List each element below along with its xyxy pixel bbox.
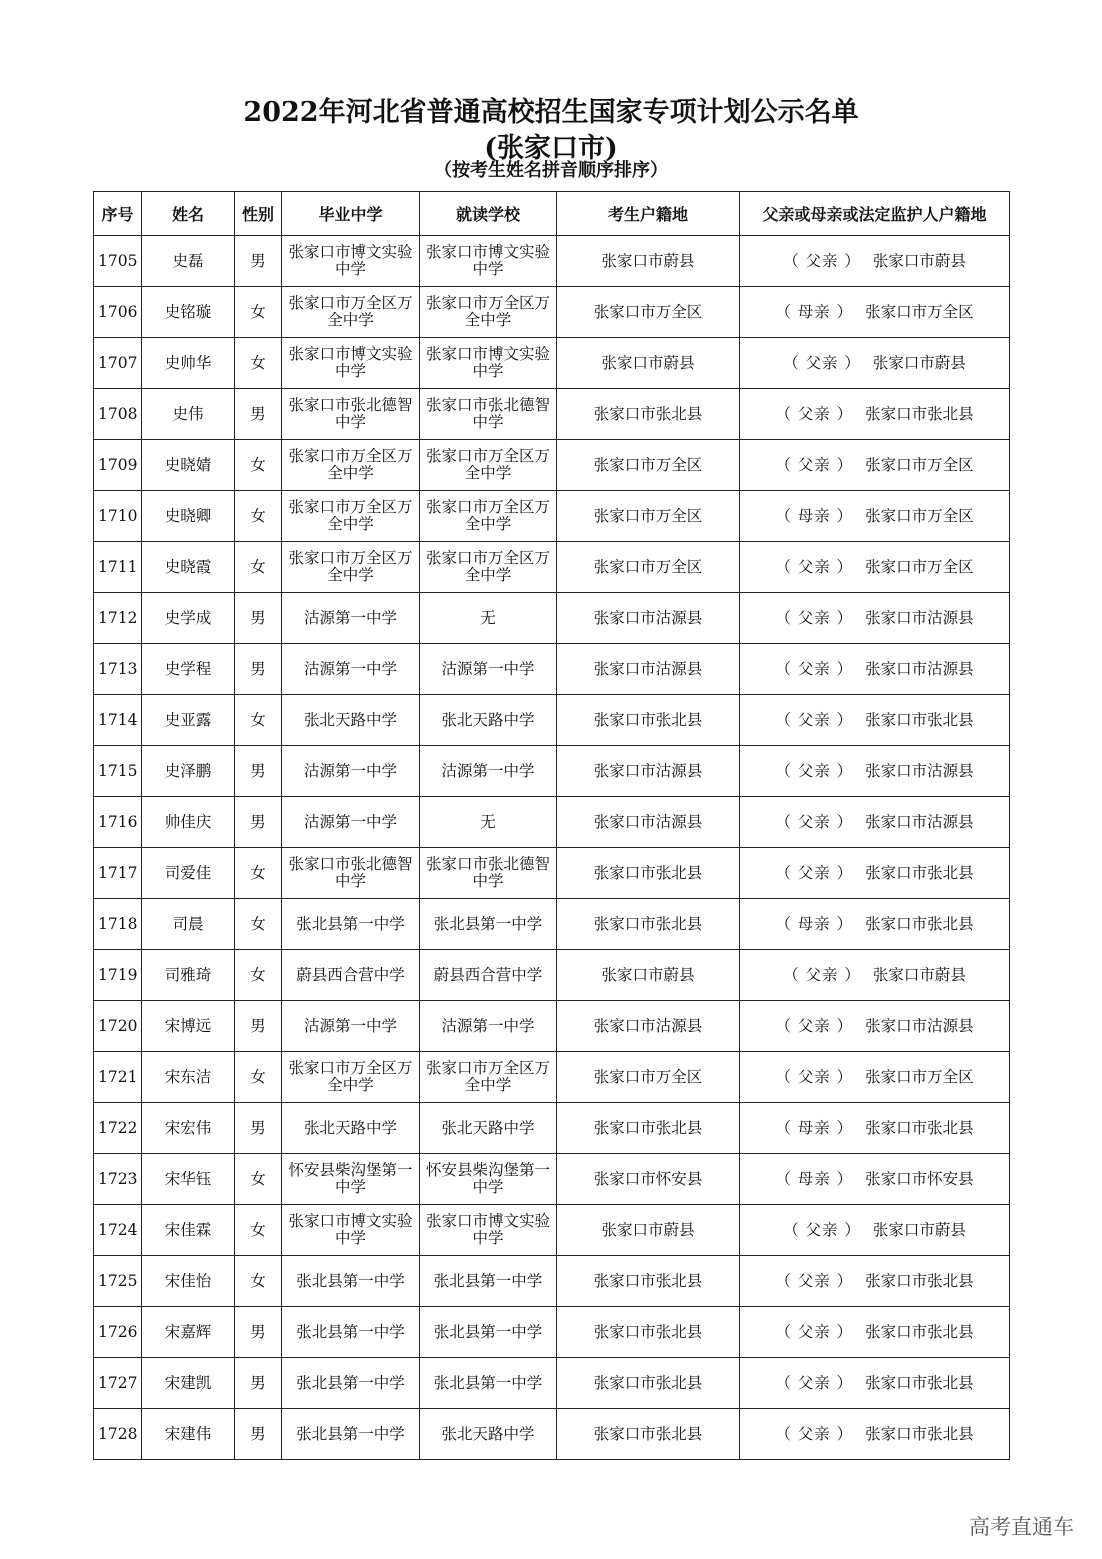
cell-guardian-domicile bbox=[740, 593, 1010, 644]
cell-graduation-school: 张家口市博文实验中学 bbox=[282, 1205, 420, 1256]
guardian-location: 张家口市万全区 bbox=[865, 455, 974, 474]
cell-name: 史伟 bbox=[142, 389, 235, 440]
cell-guardian-domicile bbox=[740, 1052, 1010, 1103]
cell-graduation-school: 沽源第一中学 bbox=[282, 1001, 420, 1052]
column-header-graduation-school: 毕业中学 bbox=[282, 192, 420, 236]
cell-sex: 女 bbox=[235, 950, 282, 1001]
guardian-location: 张家口市沽源县 bbox=[865, 1016, 974, 1035]
guardian-relation: （ 父亲 ） bbox=[775, 710, 854, 729]
cell-name: 宋佳霖 bbox=[142, 1205, 235, 1256]
guardian-location: 张家口市张北县 bbox=[865, 863, 974, 882]
cell-number: 1707 bbox=[94, 338, 142, 389]
guardian-relation: （ 父亲 ） bbox=[775, 1373, 854, 1392]
table-row bbox=[94, 593, 1010, 644]
guardian-relation: （ 父亲 ） bbox=[775, 761, 854, 780]
cell-sex: 男 bbox=[235, 593, 282, 644]
cell-current-school: 张北天路中学 bbox=[420, 1409, 557, 1460]
guardian-relation: （ 父亲 ） bbox=[775, 863, 854, 882]
cell-current-school: 张北天路中学 bbox=[420, 1103, 557, 1154]
cell-number: 1726 bbox=[94, 1307, 142, 1358]
cell-name: 史磊 bbox=[142, 236, 235, 287]
cell-sex: 女 bbox=[235, 1205, 282, 1256]
table-row bbox=[94, 236, 1010, 287]
cell-domicile: 张家口市沽源县 bbox=[557, 746, 740, 797]
cell-name: 史学程 bbox=[142, 644, 235, 695]
guardian-relation: （ 父亲 ） bbox=[775, 659, 854, 678]
cell-guardian-domicile bbox=[740, 1001, 1010, 1052]
cell-current-school: 沽源第一中学 bbox=[420, 644, 557, 695]
cell-domicile: 张家口市万全区 bbox=[557, 440, 740, 491]
cell-sex: 女 bbox=[235, 338, 282, 389]
table-row bbox=[94, 542, 1010, 593]
guardian-location: 张家口市万全区 bbox=[865, 302, 974, 321]
cell-graduation-school: 张家口市博文实验中学 bbox=[282, 236, 420, 287]
table-header-row bbox=[94, 192, 1010, 236]
cell-graduation-school: 张北天路中学 bbox=[282, 1103, 420, 1154]
cell-number: 1715 bbox=[94, 746, 142, 797]
guardian-location: 张家口市万全区 bbox=[865, 506, 974, 525]
cell-graduation-school: 沽源第一中学 bbox=[282, 797, 420, 848]
cell-graduation-school: 张北县第一中学 bbox=[282, 1409, 420, 1460]
cell-name: 史晓霞 bbox=[142, 542, 235, 593]
guardian-relation: （ 父亲 ） bbox=[775, 608, 854, 627]
cell-sex: 女 bbox=[235, 695, 282, 746]
guardian-relation: （ 母亲 ） bbox=[775, 914, 854, 933]
cell-guardian-domicile bbox=[740, 797, 1010, 848]
cell-graduation-school: 张北县第一中学 bbox=[282, 1358, 420, 1409]
cell-name: 司爱佳 bbox=[142, 848, 235, 899]
cell-sex: 男 bbox=[235, 389, 282, 440]
guardian-location: 张家口市蔚县 bbox=[872, 1220, 966, 1239]
column-header-name: 姓名 bbox=[142, 192, 235, 236]
cell-domicile: 张家口市沽源县 bbox=[557, 593, 740, 644]
cell-number: 1719 bbox=[94, 950, 142, 1001]
cell-guardian-domicile bbox=[740, 1103, 1010, 1154]
cell-number: 1725 bbox=[94, 1256, 142, 1307]
cell-graduation-school: 张家口市万全区万全中学 bbox=[282, 287, 420, 338]
cell-current-school: 张家口市万全区万全中学 bbox=[420, 491, 557, 542]
cell-domicile: 张家口市张北县 bbox=[557, 1103, 740, 1154]
cell-name: 宋佳怡 bbox=[142, 1256, 235, 1307]
cell-name: 宋建凯 bbox=[142, 1358, 235, 1409]
table-row bbox=[94, 287, 1010, 338]
cell-guardian-domicile bbox=[740, 848, 1010, 899]
page-title: 2022年河北省普通高校招生国家专项计划公示名单 bbox=[243, 97, 859, 128]
guardian-relation: （ 父亲 ） bbox=[775, 404, 854, 423]
guardian-location: 张家口市万全区 bbox=[865, 557, 974, 576]
cell-current-school: 张北县第一中学 bbox=[420, 1256, 557, 1307]
cell-number: 1708 bbox=[94, 389, 142, 440]
table-row bbox=[94, 797, 1010, 848]
cell-current-school: 蔚县西合营中学 bbox=[420, 950, 557, 1001]
cell-graduation-school: 张家口市万全区万全中学 bbox=[282, 491, 420, 542]
guardian-location: 张家口市张北县 bbox=[865, 1322, 974, 1341]
cell-guardian-domicile bbox=[740, 338, 1010, 389]
cell-graduation-school: 沽源第一中学 bbox=[282, 746, 420, 797]
cell-number: 1709 bbox=[94, 440, 142, 491]
cell-sex: 女 bbox=[235, 1256, 282, 1307]
cell-sex: 女 bbox=[235, 1154, 282, 1205]
sort-note: （按考生姓名拼音顺序排序） bbox=[434, 160, 668, 181]
cell-sex: 男 bbox=[235, 1001, 282, 1052]
cell-current-school: 张家口市万全区万全中学 bbox=[420, 542, 557, 593]
cell-domicile: 张家口市沽源县 bbox=[557, 644, 740, 695]
cell-current-school: 无 bbox=[420, 593, 557, 644]
cell-name: 宋嘉辉 bbox=[142, 1307, 235, 1358]
cell-number: 1706 bbox=[94, 287, 142, 338]
guardian-relation: （ 父亲 ） bbox=[783, 251, 861, 270]
cell-graduation-school: 张北县第一中学 bbox=[282, 899, 420, 950]
cell-sex: 女 bbox=[235, 848, 282, 899]
cell-graduation-school: 张家口市张北德智中学 bbox=[282, 389, 420, 440]
table-row bbox=[94, 1154, 1010, 1205]
guardian-relation: （ 父亲 ） bbox=[775, 557, 854, 576]
table-row bbox=[94, 338, 1010, 389]
cell-sex: 男 bbox=[235, 746, 282, 797]
cell-name: 司晨 bbox=[142, 899, 235, 950]
cell-number: 1720 bbox=[94, 1001, 142, 1052]
cell-current-school: 张家口市博文实验中学 bbox=[420, 236, 557, 287]
cell-number: 1714 bbox=[94, 695, 142, 746]
cell-sex: 女 bbox=[235, 440, 282, 491]
cell-guardian-domicile bbox=[740, 1358, 1010, 1409]
cell-guardian-domicile bbox=[740, 287, 1010, 338]
cell-number: 1712 bbox=[94, 593, 142, 644]
cell-guardian-domicile bbox=[740, 389, 1010, 440]
cell-guardian-domicile bbox=[740, 1205, 1010, 1256]
guardian-location: 张家口市张北县 bbox=[865, 404, 974, 423]
cell-sex: 女 bbox=[235, 899, 282, 950]
guardian-relation: （ 父亲 ） bbox=[775, 812, 854, 831]
cell-guardian-domicile bbox=[740, 695, 1010, 746]
cell-current-school: 沽源第一中学 bbox=[420, 746, 557, 797]
cell-number: 1721 bbox=[94, 1052, 142, 1103]
guardian-location: 张家口市张北县 bbox=[865, 1424, 974, 1443]
cell-domicile: 张家口市蔚县 bbox=[557, 236, 740, 287]
table-row bbox=[94, 1103, 1010, 1154]
cell-guardian-domicile bbox=[740, 1409, 1010, 1460]
guardian-relation: （ 母亲 ） bbox=[775, 302, 854, 321]
guardian-location: 张家口市张北县 bbox=[865, 914, 974, 933]
cell-number: 1727 bbox=[94, 1358, 142, 1409]
table-row bbox=[94, 1358, 1010, 1409]
cell-number: 1723 bbox=[94, 1154, 142, 1205]
table-row bbox=[94, 848, 1010, 899]
table-row bbox=[94, 1409, 1010, 1460]
guardian-relation: （ 父亲 ） bbox=[775, 1322, 854, 1341]
cell-current-school: 张北县第一中学 bbox=[420, 1358, 557, 1409]
guardian-location: 张家口市张北县 bbox=[865, 1118, 974, 1137]
cell-domicile: 张家口市万全区 bbox=[557, 1052, 740, 1103]
cell-domicile: 张家口市张北县 bbox=[557, 1256, 740, 1307]
guardian-location: 张家口市万全区 bbox=[865, 1067, 974, 1086]
guardian-location: 张家口市张北县 bbox=[865, 1373, 974, 1392]
cell-name: 司雅琦 bbox=[142, 950, 235, 1001]
guardian-relation: （ 父亲 ） bbox=[783, 1220, 861, 1239]
cell-domicile: 张家口市沽源县 bbox=[557, 797, 740, 848]
cell-domicile: 张家口市张北县 bbox=[557, 1307, 740, 1358]
cell-current-school: 张家口市万全区万全中学 bbox=[420, 1052, 557, 1103]
column-header-current-school: 就读学校 bbox=[420, 192, 557, 236]
cell-guardian-domicile bbox=[740, 1256, 1010, 1307]
cell-number: 1722 bbox=[94, 1103, 142, 1154]
cell-sex: 男 bbox=[235, 797, 282, 848]
table-row bbox=[94, 389, 1010, 440]
cell-name: 宋华钰 bbox=[142, 1154, 235, 1205]
cell-current-school: 张家口市万全区万全中学 bbox=[420, 287, 557, 338]
cell-domicile: 张家口市沽源县 bbox=[557, 1001, 740, 1052]
cell-name: 史帅华 bbox=[142, 338, 235, 389]
cell-name: 宋建伟 bbox=[142, 1409, 235, 1460]
cell-name: 史泽鹏 bbox=[142, 746, 235, 797]
guardian-relation: （ 父亲 ） bbox=[783, 353, 861, 372]
cell-sex: 女 bbox=[235, 1052, 282, 1103]
cell-domicile: 张家口市张北县 bbox=[557, 899, 740, 950]
column-header-number: 序号 bbox=[94, 192, 142, 236]
table-row bbox=[94, 1307, 1010, 1358]
cell-sex: 女 bbox=[235, 287, 282, 338]
cell-graduation-school: 张北天路中学 bbox=[282, 695, 420, 746]
guardian-relation: （ 父亲 ） bbox=[775, 1271, 854, 1290]
cell-name: 史晓婧 bbox=[142, 440, 235, 491]
cell-domicile: 张家口市张北县 bbox=[557, 389, 740, 440]
cell-current-school: 张北县第一中学 bbox=[420, 899, 557, 950]
guardian-location: 张家口市蔚县 bbox=[872, 353, 966, 372]
cell-name: 史亚露 bbox=[142, 695, 235, 746]
cell-domicile: 张家口市怀安县 bbox=[557, 1154, 740, 1205]
cell-number: 1710 bbox=[94, 491, 142, 542]
guardian-relation: （ 父亲 ） bbox=[775, 1067, 854, 1086]
cell-guardian-domicile bbox=[740, 1154, 1010, 1205]
cell-guardian-domicile bbox=[740, 440, 1010, 491]
guardian-relation: （ 母亲 ） bbox=[775, 1169, 854, 1188]
guardian-relation: （ 母亲 ） bbox=[775, 1118, 854, 1137]
cell-domicile: 张家口市张北县 bbox=[557, 695, 740, 746]
cell-graduation-school: 张家口市万全区万全中学 bbox=[282, 1052, 420, 1103]
guardian-relation: （ 父亲 ） bbox=[775, 455, 854, 474]
cell-domicile: 张家口市张北县 bbox=[557, 1358, 740, 1409]
page-subtitle: (张家口市) bbox=[484, 133, 618, 164]
column-header-sex: 性别 bbox=[235, 192, 282, 236]
cell-graduation-school: 张家口市万全区万全中学 bbox=[282, 542, 420, 593]
cell-name: 史晓卿 bbox=[142, 491, 235, 542]
guardian-relation: （ 母亲 ） bbox=[775, 506, 854, 525]
cell-guardian-domicile bbox=[740, 644, 1010, 695]
cell-number: 1718 bbox=[94, 899, 142, 950]
cell-number: 1711 bbox=[94, 542, 142, 593]
cell-sex: 男 bbox=[235, 1103, 282, 1154]
guardian-relation: （ 父亲 ） bbox=[775, 1424, 854, 1443]
cell-name: 宋博远 bbox=[142, 1001, 235, 1052]
table-row bbox=[94, 746, 1010, 797]
cell-domicile: 张家口市万全区 bbox=[557, 491, 740, 542]
cell-sex: 女 bbox=[235, 542, 282, 593]
cell-sex: 男 bbox=[235, 236, 282, 287]
cell-domicile: 张家口市蔚县 bbox=[557, 338, 740, 389]
cell-graduation-school: 蔚县西合营中学 bbox=[282, 950, 420, 1001]
cell-graduation-school: 张北县第一中学 bbox=[282, 1307, 420, 1358]
cell-guardian-domicile bbox=[740, 746, 1010, 797]
cell-domicile: 张家口市蔚县 bbox=[557, 950, 740, 1001]
table-row bbox=[94, 491, 1010, 542]
cell-domicile: 张家口市万全区 bbox=[557, 287, 740, 338]
cell-guardian-domicile bbox=[740, 1307, 1010, 1358]
cell-number: 1717 bbox=[94, 848, 142, 899]
cell-graduation-school: 沽源第一中学 bbox=[282, 593, 420, 644]
table-row bbox=[94, 1205, 1010, 1256]
cell-name: 史学成 bbox=[142, 593, 235, 644]
cell-name: 宋东洁 bbox=[142, 1052, 235, 1103]
cell-current-school: 张北天路中学 bbox=[420, 695, 557, 746]
guardian-location: 张家口市沽源县 bbox=[865, 812, 974, 831]
guardian-location: 张家口市蔚县 bbox=[872, 965, 966, 984]
column-header-domicile: 考生户籍地 bbox=[557, 192, 740, 236]
guardian-location: 张家口市蔚县 bbox=[872, 251, 966, 270]
table-row bbox=[94, 1001, 1010, 1052]
cell-guardian-domicile bbox=[740, 950, 1010, 1001]
cell-current-school: 张家口市万全区万全中学 bbox=[420, 440, 557, 491]
cell-guardian-domicile bbox=[740, 491, 1010, 542]
cell-sex: 男 bbox=[235, 1307, 282, 1358]
cell-name: 史铭璇 bbox=[142, 287, 235, 338]
table-row bbox=[94, 644, 1010, 695]
cell-current-school: 怀安县柴沟堡第一中学 bbox=[420, 1154, 557, 1205]
table-row bbox=[94, 1256, 1010, 1307]
guardian-location: 张家口市怀安县 bbox=[865, 1169, 974, 1188]
cell-current-school: 张家口市张北德智中学 bbox=[420, 389, 557, 440]
cell-guardian-domicile bbox=[740, 236, 1010, 287]
cell-current-school: 无 bbox=[420, 797, 557, 848]
cell-current-school: 张北县第一中学 bbox=[420, 1307, 557, 1358]
cell-number: 1705 bbox=[94, 236, 142, 287]
table-row bbox=[94, 1052, 1010, 1103]
guardian-location: 张家口市张北县 bbox=[865, 1271, 974, 1290]
guardian-location: 张家口市沽源县 bbox=[865, 608, 974, 627]
cell-sex: 男 bbox=[235, 1358, 282, 1409]
cell-graduation-school: 张家口市万全区万全中学 bbox=[282, 440, 420, 491]
cell-graduation-school: 张家口市张北德智中学 bbox=[282, 848, 420, 899]
cell-graduation-school: 张北县第一中学 bbox=[282, 1256, 420, 1307]
table-row bbox=[94, 950, 1010, 1001]
cell-domicile: 张家口市张北县 bbox=[557, 1409, 740, 1460]
guardian-relation: （ 父亲 ） bbox=[775, 1016, 854, 1035]
table-body bbox=[94, 236, 1010, 1460]
cell-guardian-domicile bbox=[740, 899, 1010, 950]
cell-sex: 男 bbox=[235, 644, 282, 695]
watermark: 高考直通车 bbox=[969, 1515, 1074, 1539]
cell-domicile: 张家口市蔚县 bbox=[557, 1205, 740, 1256]
table-row bbox=[94, 440, 1010, 491]
cell-number: 1728 bbox=[94, 1409, 142, 1460]
cell-name: 宋宏伟 bbox=[142, 1103, 235, 1154]
cell-current-school: 张家口市博文实验中学 bbox=[420, 1205, 557, 1256]
guardian-location: 张家口市沽源县 bbox=[865, 659, 974, 678]
cell-current-school: 沽源第一中学 bbox=[420, 1001, 557, 1052]
table-row bbox=[94, 695, 1010, 746]
table-row bbox=[94, 899, 1010, 950]
cell-graduation-school: 沽源第一中学 bbox=[282, 644, 420, 695]
cell-name: 帅佳庆 bbox=[142, 797, 235, 848]
cell-domicile: 张家口市万全区 bbox=[557, 542, 740, 593]
cell-graduation-school: 怀安县柴沟堡第一中学 bbox=[282, 1154, 420, 1205]
cell-sex: 女 bbox=[235, 491, 282, 542]
cell-graduation-school: 张家口市博文实验中学 bbox=[282, 338, 420, 389]
cell-guardian-domicile bbox=[740, 542, 1010, 593]
cell-number: 1713 bbox=[94, 644, 142, 695]
cell-number: 1724 bbox=[94, 1205, 142, 1256]
roster-table bbox=[93, 191, 1010, 1460]
guardian-location: 张家口市张北县 bbox=[865, 710, 974, 729]
cell-number: 1716 bbox=[94, 797, 142, 848]
cell-sex: 男 bbox=[235, 1409, 282, 1460]
guardian-relation: （ 父亲 ） bbox=[783, 965, 861, 984]
column-header-guardian-domicile: 父亲或母亲或法定监护人户籍地 bbox=[740, 192, 1010, 236]
cell-domicile: 张家口市张北县 bbox=[557, 848, 740, 899]
guardian-location: 张家口市沽源县 bbox=[865, 761, 974, 780]
cell-current-school: 张家口市博文实验中学 bbox=[420, 338, 557, 389]
cell-current-school: 张家口市张北德智中学 bbox=[420, 848, 557, 899]
